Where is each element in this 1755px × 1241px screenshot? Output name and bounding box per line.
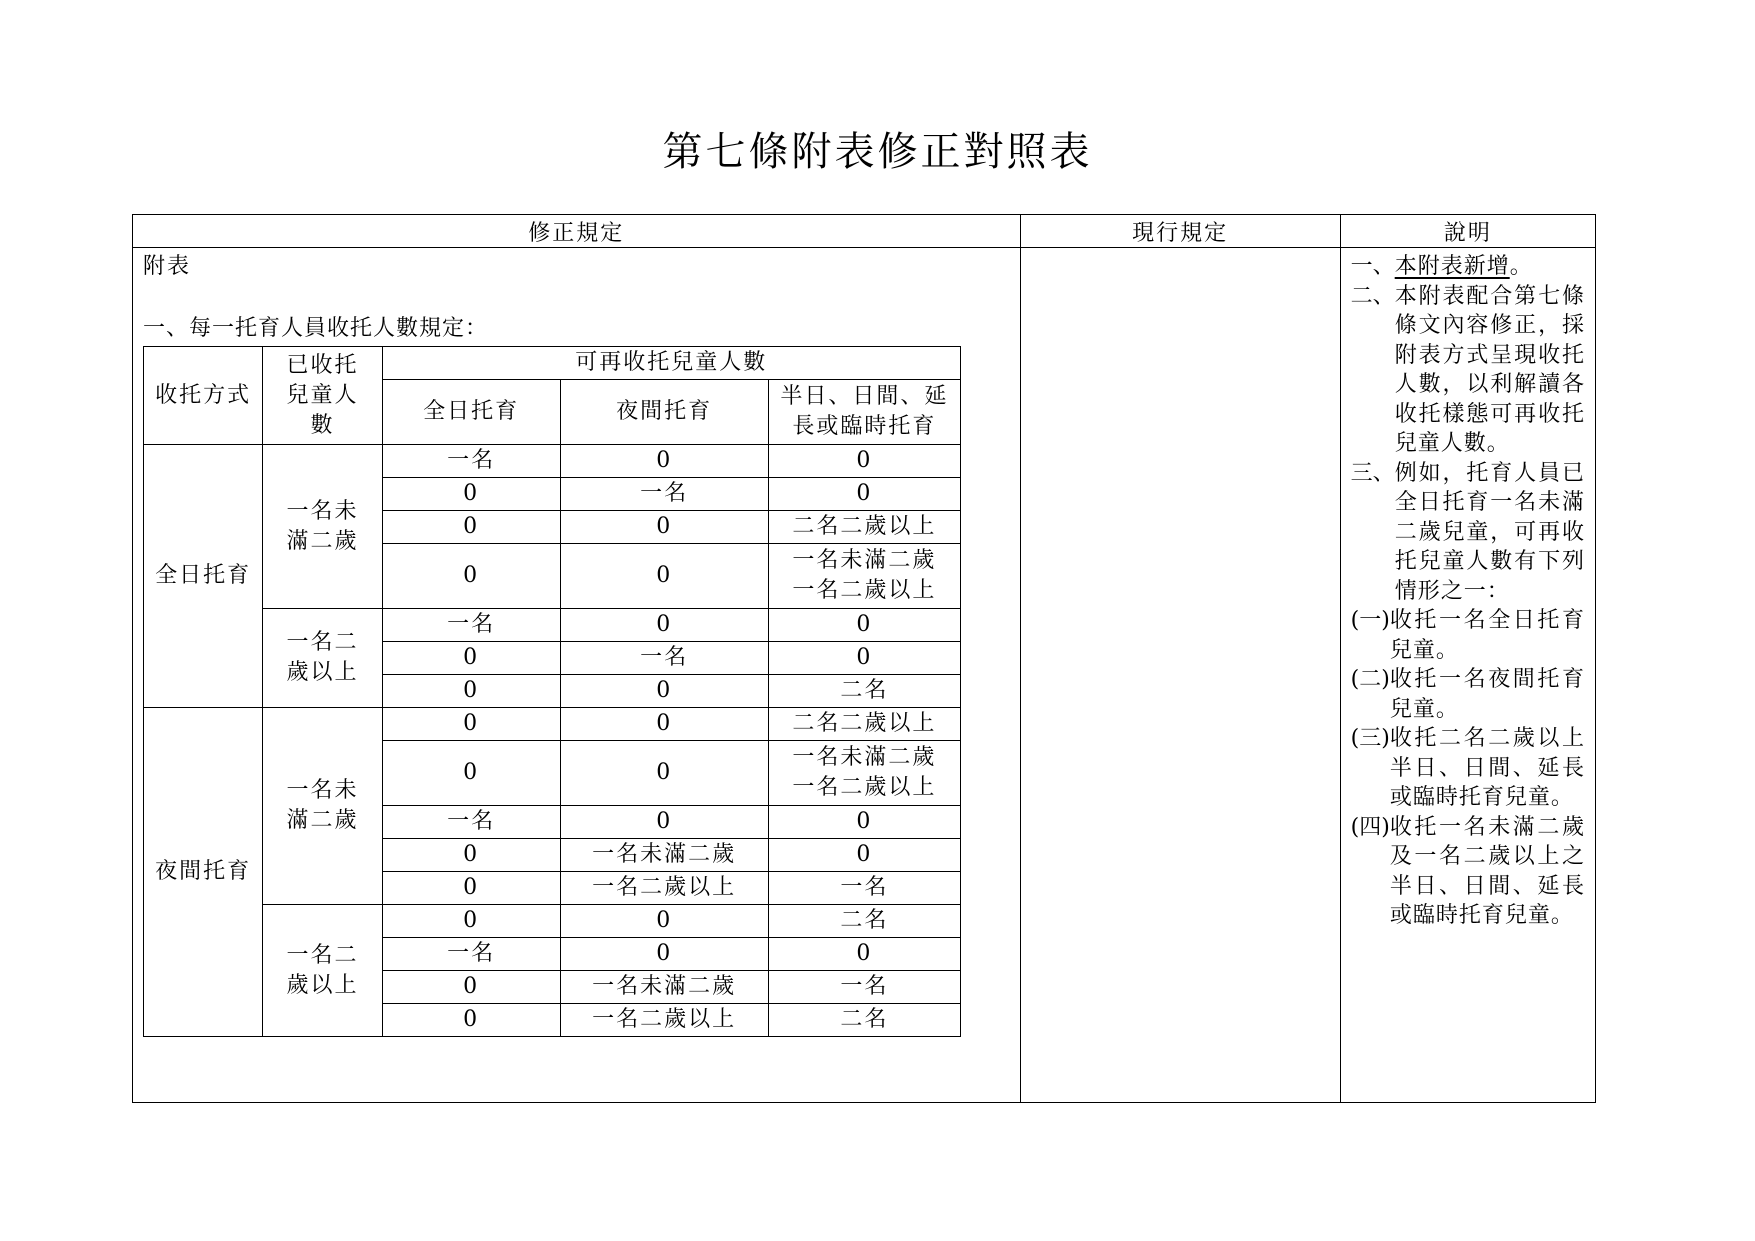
cell-full: 一名 — [382, 609, 560, 642]
sub-note-number: (一) — [1350, 608, 1390, 633]
cell-full: 0 — [382, 642, 560, 675]
group-night-over2: 一名二歲以上 — [263, 905, 382, 1037]
inner-header-row-1 — [144, 347, 961, 380]
cell-half: 0 — [768, 478, 960, 511]
current-cell — [1020, 248, 1340, 1103]
cell-full: 0 — [382, 708, 560, 741]
header-amend: 修正規定 — [133, 215, 1021, 248]
cell-half: 二名二歲以上 — [768, 708, 960, 741]
comparison-table — [132, 214, 1596, 1103]
sub-note-3 — [1351, 724, 1585, 813]
sub-note-4 — [1351, 813, 1585, 931]
header-current: 現行規定 — [1020, 215, 1340, 248]
cell-half: 一名 — [768, 872, 960, 905]
header-received: 已收托兒童人數 — [263, 347, 382, 445]
header-night: 夜間托育 — [560, 380, 768, 445]
table-row — [144, 609, 961, 642]
section-heading: 一、每一托育人員收托人數規定： — [143, 316, 489, 341]
sub-note-2 — [1351, 665, 1585, 724]
appendix-label: 附表 — [143, 254, 192, 279]
sub-note-text: 收托一名未滿二歲及一名二歲以上之半日、日間、延長或臨時托育兒童。 — [1389, 814, 1585, 928]
care-quota-table — [143, 346, 961, 1037]
cell-full: 0 — [382, 839, 560, 872]
cell-night: 一名二歲以上 — [560, 1004, 768, 1037]
group-full-under2: 一名未滿二歲 — [263, 445, 382, 609]
sub-note-text: 收托一名夜間托育兒童。 — [1389, 667, 1585, 722]
cell-half: 一名未滿二歲 一名二歲以上 — [768, 544, 960, 609]
cell-night: 一名未滿二歲 — [560, 971, 768, 1004]
cell-night: 0 — [560, 741, 768, 806]
cell-night: 0 — [560, 938, 768, 971]
cell-night: 0 — [560, 609, 768, 642]
cell-full: 一名 — [382, 445, 560, 478]
note-text: 本附表配合第七條條文內容修正，採附表方式呈現收托人數，以利解讀各收托樣態可再收托兒童人數。 — [1394, 283, 1585, 456]
sub-note-text: 收托一名全日托育兒童。 — [1389, 608, 1585, 663]
page-title: 第七條附表修正對照表 — [662, 129, 1093, 175]
note-number: 二、 — [1350, 283, 1395, 309]
cell-night: 一名未滿二歲 — [560, 839, 768, 872]
table-row — [144, 708, 961, 741]
cell-full: 0 — [382, 872, 560, 905]
cell-full: 0 — [382, 971, 560, 1004]
note-text-end: 。 — [1509, 254, 1533, 279]
cell-night: 0 — [560, 511, 768, 544]
mode-full-day: 全日托育 — [144, 445, 263, 708]
cell-full: 一名 — [382, 938, 560, 971]
mode-night: 夜間托育 — [144, 708, 263, 1037]
group-full-over2: 一名二歲以上 — [263, 609, 382, 708]
note-text-underlined: 本附表新增 — [1394, 254, 1510, 279]
table-row — [144, 905, 961, 938]
header-mode: 收托方式 — [144, 347, 263, 445]
comparison-header-row — [133, 215, 1596, 248]
note-1 — [1351, 252, 1585, 282]
explain-cell — [1340, 248, 1595, 1103]
note-number: 三、 — [1350, 460, 1395, 486]
cell-full: 0 — [382, 511, 560, 544]
cell-full: 一名 — [382, 806, 560, 839]
cell-half: 一名未滿二歲 一名二歲以上 — [768, 741, 960, 806]
cell-half: 0 — [768, 806, 960, 839]
cell-half: 二名 — [768, 675, 960, 708]
header-additional: 可再收托兒童人數 — [382, 347, 960, 380]
cell-night: 0 — [560, 544, 768, 609]
sub-note-number: (四) — [1350, 814, 1390, 840]
cell-half: 二名 — [768, 905, 960, 938]
cell-half: 二名 — [768, 1004, 960, 1037]
cell-half: 0 — [768, 938, 960, 971]
header-explain: 說明 — [1340, 215, 1595, 248]
cell-full: 0 — [382, 544, 560, 609]
cell-full: 0 — [382, 741, 560, 806]
cell-full: 0 — [382, 905, 560, 938]
note-2 — [1351, 282, 1585, 459]
cell-half: 0 — [768, 839, 960, 872]
header-full-day: 全日托育 — [382, 380, 560, 445]
cell-half: 0 — [768, 609, 960, 642]
cell-night: 0 — [560, 445, 768, 478]
sub-note-1 — [1351, 606, 1585, 665]
cell-night: 一名 — [560, 478, 768, 511]
cell-night: 0 — [560, 806, 768, 839]
cell-half: 0 — [768, 445, 960, 478]
cell-half: 二名二歲以上 — [768, 511, 960, 544]
group-night-under2: 一名未滿二歲 — [263, 708, 382, 905]
cell-full: 0 — [382, 478, 560, 511]
cell-night: 0 — [560, 675, 768, 708]
cell-full: 0 — [382, 675, 560, 708]
sub-note-number: (三) — [1350, 726, 1390, 751]
note-text: 例如，托育人員已全日托育一名未滿二歲兒童，可再收托兒童人數有下列情形之一： — [1394, 460, 1585, 604]
cell-night: 一名 — [560, 642, 768, 675]
cell-half: 0 — [768, 642, 960, 675]
sub-note-text: 收托二名二歲以上半日、日間、延長或臨時托育兒童。 — [1389, 726, 1585, 810]
note-number: 一、 — [1350, 254, 1395, 279]
table-row — [144, 445, 961, 478]
cell-half: 一名 — [768, 971, 960, 1004]
note-3 — [1351, 459, 1585, 607]
amend-cell — [133, 248, 1021, 1103]
cell-night: 0 — [560, 708, 768, 741]
comparison-body-row — [133, 248, 1596, 1103]
cell-night: 一名二歲以上 — [560, 872, 768, 905]
header-half-day: 半日、日間、延長或臨時托育 — [768, 380, 960, 445]
cell-full: 0 — [382, 1004, 560, 1037]
cell-night: 0 — [560, 905, 768, 938]
sub-note-number: (二) — [1350, 667, 1390, 692]
